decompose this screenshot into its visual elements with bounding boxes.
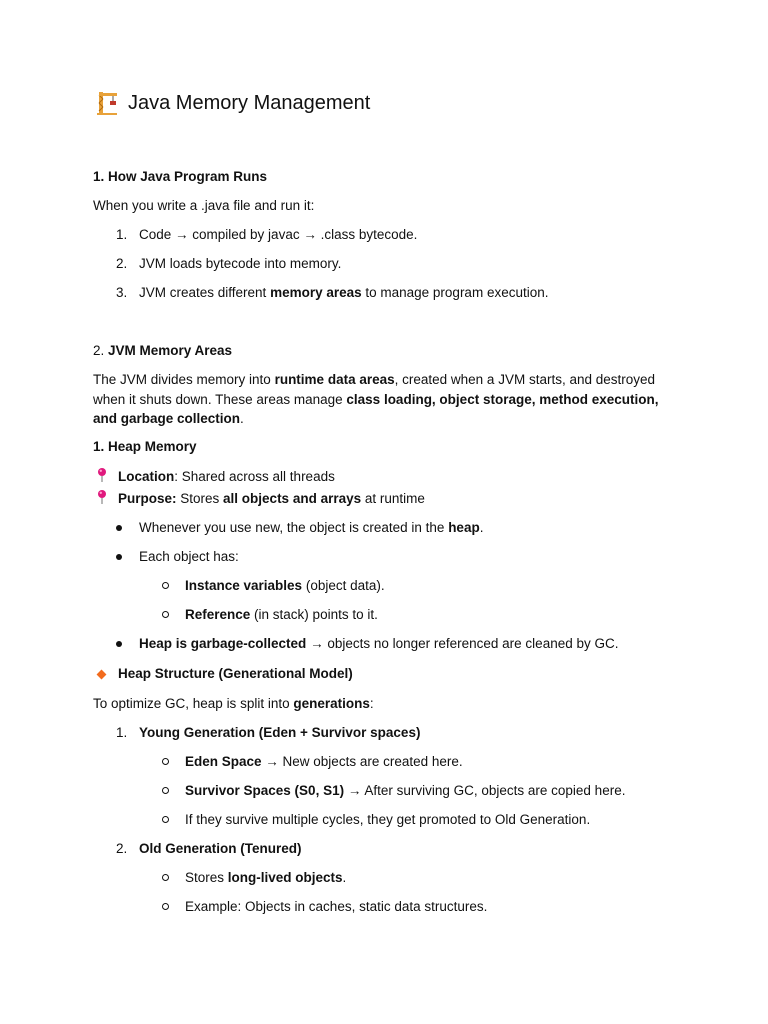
construction-crane-icon <box>96 90 120 116</box>
section-2-paragraph: The JVM divides memory into runtime data areas, created when a JVM starts, and destroyed when it shuts down. These areas manage class loading, object storage, method execution, and garbage collection. <box>93 372 659 426</box>
orange-diamond-icon <box>97 670 107 680</box>
sub-list-item: Survivor Spaces (S0, S1) → After surviving GC, objects are copied here. <box>185 783 626 798</box>
bullet-circle-icon <box>162 816 169 823</box>
step-number: 3. <box>116 285 128 300</box>
step-number: 1. <box>116 725 128 740</box>
list-item: Heap is garbage-collected → objects no longer referenced are cleaned by GC. <box>139 636 619 651</box>
bullet-circle-icon <box>162 758 169 765</box>
heap-memory-heading: 1. Heap Memory <box>93 439 197 454</box>
pushpin-icon <box>96 489 108 505</box>
step-item: 2. JVM loads bytecode into memory. <box>116 256 342 271</box>
step-number: 2. <box>116 256 128 271</box>
sub-list-item: Stores long-lived objects. <box>185 870 347 885</box>
document-title <box>96 90 370 116</box>
young-generation-item: 1. Young Generation (Eden + Survivor spaces) <box>116 725 421 740</box>
sub-list-item: Reference (in stack) points to it. <box>185 607 378 622</box>
heap-structure-heading: Heap Structure (Generational Model) <box>118 666 353 681</box>
section-1-heading: 1. How Java Program Runs <box>93 169 268 184</box>
sub-list-item: Instance variables (object data). <box>185 578 385 593</box>
list-item: Whenever you use new, the object is created in the heap. <box>139 520 484 535</box>
bullet-circle-icon <box>162 903 169 910</box>
sub-list-item: If they survive multiple cycles, they get promoted to Old Generation. <box>185 812 591 827</box>
step-item: 1. Code → compiled by javac → .class bytecode. <box>116 227 418 242</box>
section-2-heading: 2. JVM Memory Areas <box>93 343 233 358</box>
heap-location: Location: Shared across all threads <box>118 469 335 484</box>
old-generation-item: 2. Old Generation (Tenured) <box>116 841 302 856</box>
heap-structure-intro: To optimize GC, heap is split into generations: <box>93 696 374 711</box>
pushpin-icon <box>96 467 108 483</box>
step-number: 1. <box>116 227 128 242</box>
bullet-circle-icon <box>162 874 169 881</box>
step-item: 3. JVM creates different memory areas to manage program execution. <box>116 285 549 300</box>
bullet-dot-icon <box>116 554 122 560</box>
list-item: Each object has: <box>139 549 239 564</box>
section-1-intro: When you write a .java file and run it: <box>93 198 315 213</box>
bullet-circle-icon <box>162 787 169 794</box>
bullet-circle-icon <box>162 582 169 589</box>
bullet-dot-icon <box>116 525 122 531</box>
bullet-dot-icon <box>116 641 122 647</box>
heap-purpose: Purpose: Stores all objects and arrays at runtime <box>118 491 425 506</box>
sub-list-item: Example: Objects in caches, static data structures. <box>185 899 488 914</box>
sub-list-item: Eden Space → New objects are created here. <box>185 754 463 769</box>
bullet-circle-icon <box>162 611 169 618</box>
document-title-text: Java Memory Management <box>128 91 371 114</box>
step-number: 2. <box>116 841 128 856</box>
